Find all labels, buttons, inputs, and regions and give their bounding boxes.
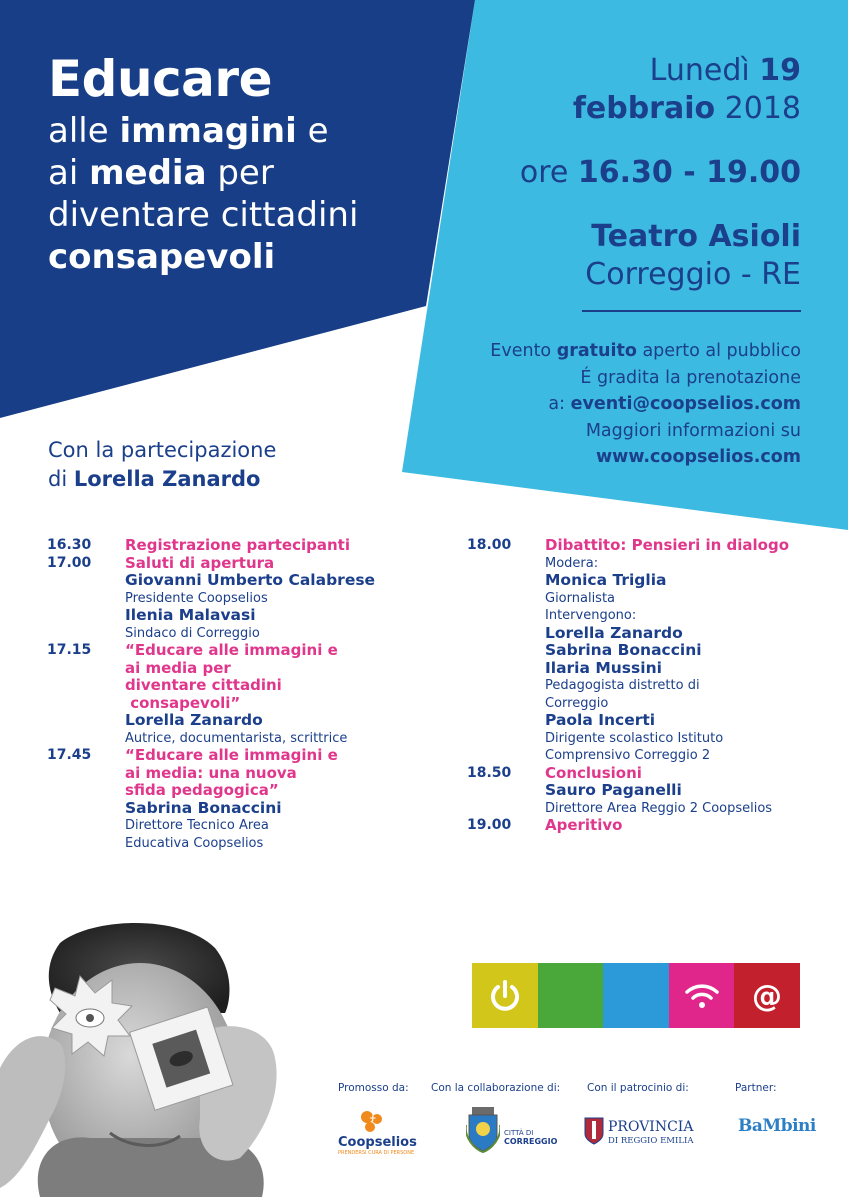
correggio-label-2: CORREGGIO [504, 1137, 558, 1146]
speaker-role: Autrice, documentarista, scrittrice [125, 730, 348, 746]
program-time: 17.00 [47, 554, 92, 571]
website-link[interactable]: www.coopselios.com [596, 447, 801, 467]
collaboration-label: Con la collaborazione di: [431, 1082, 561, 1094]
event-title [48, 48, 428, 278]
program-left [47, 537, 387, 852]
info-line-2: É gradita la prenotazione [580, 367, 801, 388]
speaker-name: Sabrina Bonaccini [545, 641, 702, 659]
program-item [47, 537, 387, 555]
speaker-name: Ilaria Mussini [545, 658, 662, 677]
speaker-name: Paola Incerti [545, 711, 656, 729]
child-photo [0, 918, 332, 1197]
program-title-line: “Educare alle immagini e [125, 641, 338, 659]
program-item [47, 555, 387, 643]
power-icon [487, 978, 523, 1014]
speaker-role: Comprensivo Correggio 2 [545, 748, 711, 763]
correggio-crest-icon [466, 1105, 500, 1153]
guest-block [48, 436, 276, 494]
provincia-crest-icon [584, 1117, 604, 1145]
program-title-line: ai media per [125, 658, 231, 677]
title-line-2: alle immagini e [48, 111, 329, 151]
month-year: febbraio 2018 [572, 91, 801, 126]
guest-line-1: Con la partecipazione [48, 438, 277, 462]
program-time: 18.00 [467, 537, 512, 553]
speaker-role: Giornalista [545, 590, 616, 606]
program-item [47, 747, 387, 852]
svg-text:@: @ [752, 978, 783, 1014]
info-line-3: a: eventi@coopselios.com [548, 394, 801, 414]
email-link[interactable]: eventi@coopselios.com [570, 394, 801, 414]
program-title-line: sfida pedagogica” [125, 781, 279, 799]
speaker-role: Direttore Area Reggio 2 Coopselios [545, 800, 773, 816]
program-title: Registrazione partecipanti [125, 536, 350, 554]
program-title: Conclusioni [545, 763, 642, 782]
speaker-name: Giovanni Umberto Calabrese [125, 571, 376, 589]
program-time: 16.30 [47, 537, 92, 553]
at-icon [749, 978, 785, 1014]
event-info [490, 338, 801, 471]
program-title-line: consapevoli” [125, 693, 241, 712]
program-title: Saluti di apertura [125, 553, 275, 572]
speaker-role: Direttore Tecnico Area [125, 818, 269, 833]
program-item [467, 537, 812, 765]
speaker-name: Lorella Zanardo [125, 711, 263, 729]
media-icons-bar [472, 963, 800, 1028]
patronage-label: Con il patrocinio di: [587, 1082, 689, 1094]
program-item [467, 765, 812, 818]
green-tile [538, 963, 604, 1028]
speakers-label: Intervengono: [545, 608, 637, 623]
blue-tile [603, 963, 669, 1028]
speaker-role: Presidente Coopselios [125, 590, 268, 606]
program-time: 17.45 [47, 747, 92, 763]
guest-line-2: di Lorella Zanardo [48, 467, 261, 491]
provincia-logo [584, 1115, 694, 1151]
info-line-5 [490, 444, 801, 471]
program-item [467, 817, 812, 835]
speaker-role: Pedagogista distretto di [545, 678, 700, 693]
power-tile [472, 963, 538, 1028]
date-venue-block [520, 52, 801, 294]
title-line-3: ai media per [48, 153, 274, 193]
program-title-line: ai media: una nuova [125, 763, 297, 782]
promoted-by-label: Promosso da: [338, 1082, 409, 1094]
speaker-name: Sabrina Bonaccini [125, 798, 282, 817]
at-tile [734, 963, 800, 1028]
program-title: Aperitivo [545, 816, 623, 834]
weekday-day: Lunedì 19 [649, 53, 801, 88]
program-time: 18.50 [467, 764, 512, 781]
svg-text:+: + [369, 1114, 377, 1124]
event-time: ore 16.30 - 19.00 [519, 155, 801, 190]
speaker-name: Ilenia Malavasi [125, 606, 256, 624]
speaker-name: Sauro Paganelli [545, 781, 682, 799]
bambini-logo: BaMbini [738, 1116, 816, 1136]
title-line-4: diventare cittadini [48, 195, 359, 235]
speaker-name: Lorella Zanardo [545, 623, 683, 642]
speaker-role: Dirigente scolastico Istituto [545, 730, 724, 746]
program-time: 17.15 [47, 642, 92, 658]
provincia-label-2: DI REGGIO EMILIA [608, 1136, 694, 1146]
coopselios-name: Coopselios [338, 1135, 417, 1150]
coopselios-mark-icon [360, 1110, 384, 1134]
provincia-label-1: PROVINCIA [608, 1119, 694, 1135]
venue-name: Teatro Asioli [591, 219, 801, 254]
wifi-tile [669, 963, 735, 1028]
program-time: 19.00 [467, 817, 512, 833]
program-title: Dibattito: Pensieri in dialogo [545, 536, 790, 554]
divider-line [582, 310, 801, 312]
correggio-label-1: CITTÀ DI [504, 1129, 534, 1137]
title-line-1: Educare [48, 50, 272, 108]
moderator-label: Modera: [545, 555, 599, 571]
speaker-role: Correggio [545, 695, 609, 711]
program-item [47, 642, 387, 747]
info-line-1: Evento gratuito aperto al pubblico [490, 341, 801, 361]
partner-label: Partner: [735, 1082, 777, 1094]
correggio-logo [466, 1105, 566, 1155]
program-title-line: “Educare alle immagini e [125, 746, 338, 764]
speaker-role: Educativa Coopselios [125, 835, 264, 851]
speaker-role: Sindaco di Correggio [125, 625, 260, 641]
program-title-line: diventare cittadini [125, 676, 282, 694]
title-line-5: consapevoli [48, 237, 276, 277]
info-line-4: Maggiori informazioni su [585, 420, 801, 441]
program-right [467, 537, 812, 835]
venue-city: Correggio - RE [585, 257, 801, 292]
coopselios-logo [338, 1110, 418, 1156]
speaker-name: Monica Triglia [545, 571, 667, 589]
coopselios-tagline: PRENDERSI CURA DI PERSONE [338, 1150, 415, 1156]
wifi-icon [684, 981, 720, 1011]
